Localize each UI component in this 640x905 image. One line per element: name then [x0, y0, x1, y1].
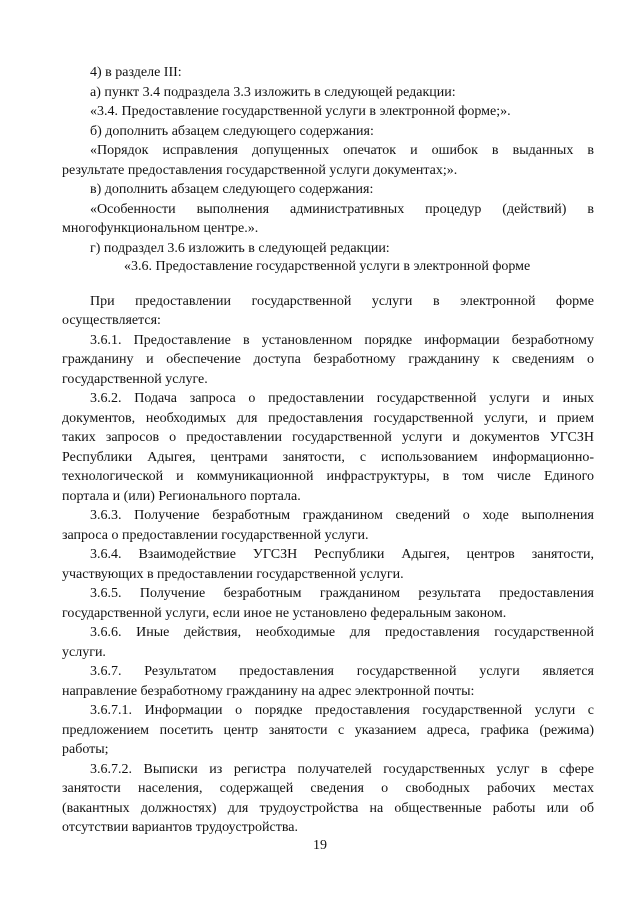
text-line: государственной услуге. — [62, 372, 208, 387]
text-line: 3.6.7.1. Информации о порядке предоставления государственной услуги с — [90, 703, 594, 718]
text-line: гражданину и обеспечение доступа безработному гражданину к сведениям о — [62, 352, 594, 367]
text-line: результате предоставления государственной услуги документах;». — [62, 163, 458, 178]
text-line: запроса о предоставлении государственной услуги. — [62, 528, 369, 543]
text-line: 3.6.6. Иные действия, необходимые для предоставления государственной — [90, 625, 594, 640]
text-line: 3.6.5. Получение безработным гражданином результата предоставления — [90, 586, 594, 601]
text-line: б) дополнить абзацем следующего содержания: — [90, 124, 374, 139]
text-line: документов, необходимых для предоставления государственной услуги, и прием — [62, 411, 594, 426]
text-line: занятости населения, содержащей сведения о свободных рабочих местах — [62, 781, 594, 796]
text-line: в) дополнить абзацем следующего содержания: — [90, 182, 374, 197]
page-number: 19 — [313, 838, 327, 853]
text-line: направление безработному гражданину на адрес электронной почты: — [62, 684, 475, 699]
text-line: При предоставлении государственной услуги в электронной форме — [90, 294, 594, 309]
text-line: 4) в разделе III: — [90, 65, 182, 80]
text-line: 3.6.3. Получение безработным гражданином сведений о ходе выполнения — [90, 508, 594, 523]
text-line: технологической и коммуникационной инфраструктуры, в том числе Единого — [62, 469, 594, 484]
text-line: отсутствии вариантов трудоустройства. — [62, 820, 299, 835]
text-line: 3.6.7.2. Выписки из регистра получателей государственных услуг в сфере — [90, 762, 594, 777]
text-line: а) пункт 3.4 подраздела 3.3 изложить в следующей редакции: — [90, 85, 456, 100]
text-line: «Порядок исправления допущенных опечаток и ошибок в выданных в — [90, 143, 594, 158]
text-line: «3.6. Предоставление государственной услуги в электронной форме — [124, 259, 531, 274]
text-line: 3.6.4. Взаимодействие УГСЗН Республики Адыгея, центров занятости, — [90, 547, 594, 562]
text-line: «3.4. Предоставление государственной услуги в электронной форме;». — [90, 104, 511, 119]
text-line: г) подраздел 3.6 изложить в следующей редакции: — [90, 241, 390, 256]
text-line: 3.6.7. Результатом предоставления государственной услуги является — [90, 664, 594, 679]
text-line: таких запросов о предоставлении государственной услуги и документов УГСЗН — [62, 430, 594, 445]
text-line: «Особенности выполнения административных процедур (действий) в — [90, 202, 594, 217]
text-line: участвующих в предоставлении государственной услуги. — [62, 567, 404, 582]
text-line: Республики Адыгея, центрами занятости, с использованием информационно- — [62, 450, 594, 465]
text-line: (вакантных должностях) для трудоустройства на общественные работы или об — [62, 801, 594, 816]
text-line: осуществляется: — [62, 313, 161, 328]
text-line: многофункциональном центре.». — [62, 221, 259, 236]
text-line: государственной услуги, если иное не установлено федеральным законом. — [62, 606, 507, 621]
text-line: услуги. — [62, 645, 106, 660]
text-line: 3.6.1. Предоставление в установленном порядке информации безработному — [90, 333, 594, 348]
text-line: предложением посетить центр занятости с указанием адреса, графика (режима) — [62, 723, 594, 738]
text-line: 3.6.2. Подача запроса о предоставлении государственной услуги и иных — [90, 391, 594, 406]
text-line: работы; — [62, 742, 109, 757]
text-line: портала и (или) Регионального портала. — [62, 489, 301, 504]
